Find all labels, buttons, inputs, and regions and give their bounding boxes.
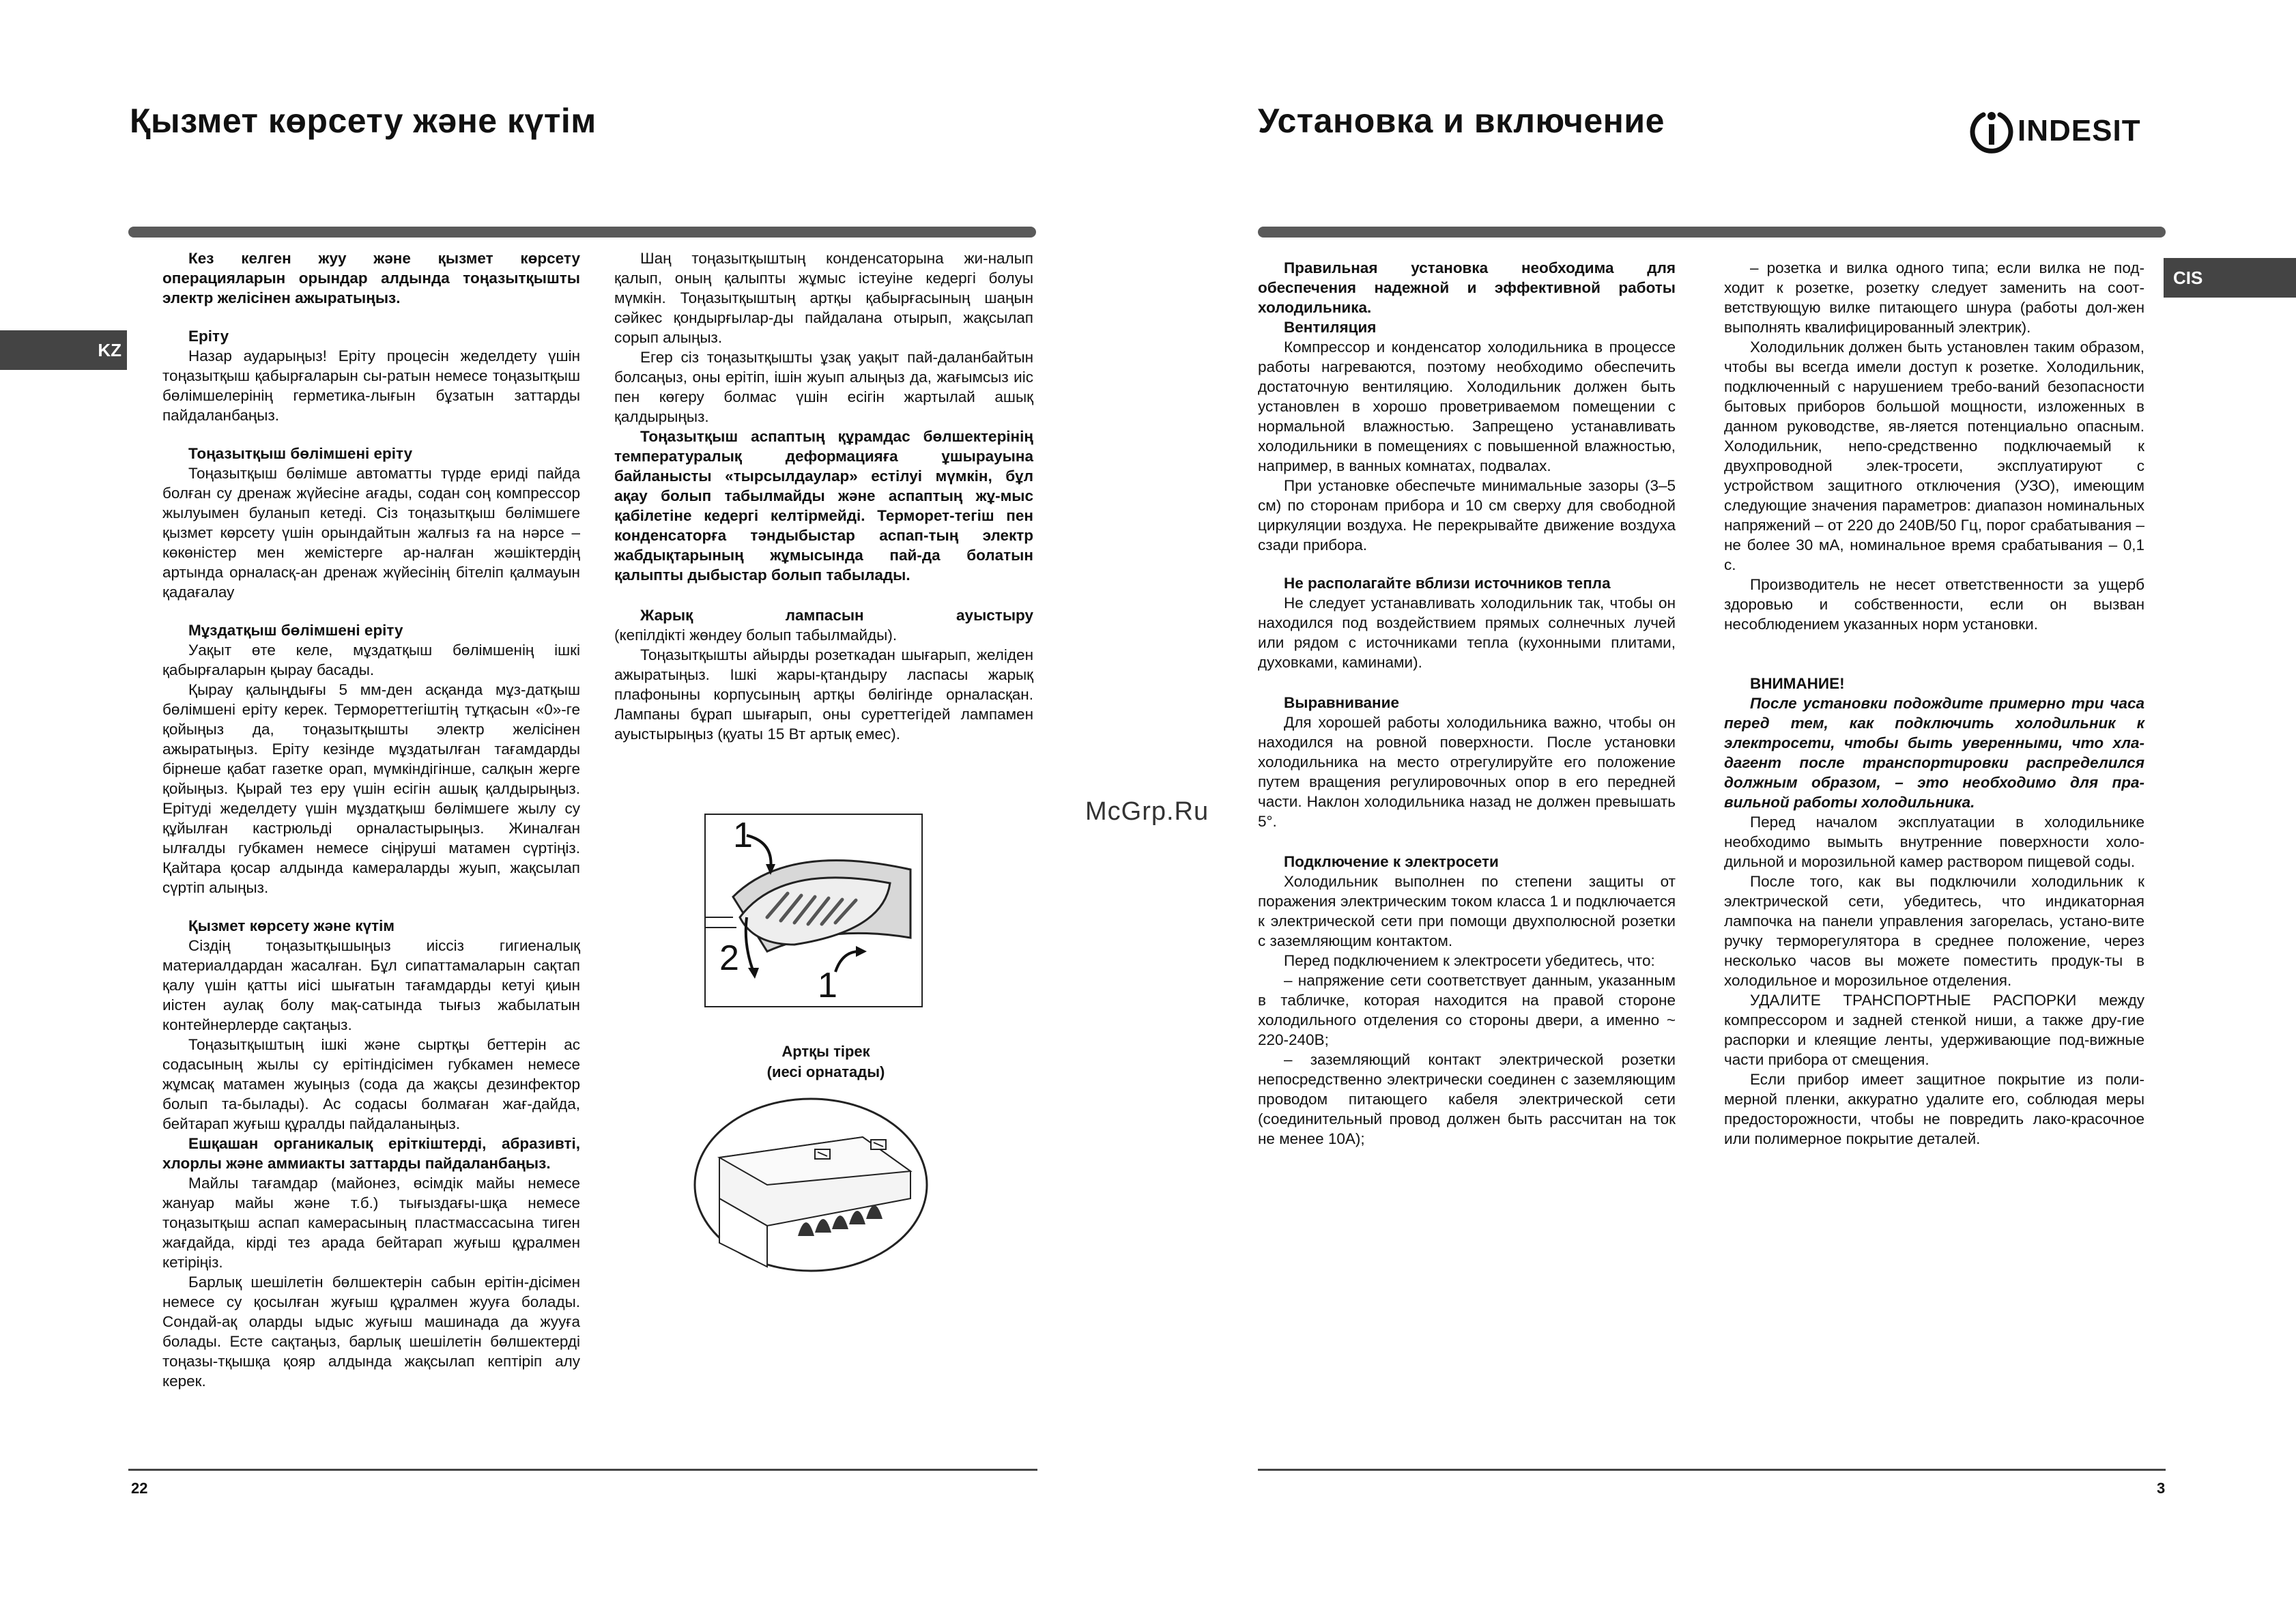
paragraph: После того, как вы подключили холодильник к электрической сети, убедитесь, что индикаторная лампочка на панели управления загорелась, устано-вите ручку терморегулятора в среднее положение, через несколько часов вы можете поместить продук-ты в холодильное и морозильное отделения. <box>1724 873 2144 989</box>
brand-logo <box>1970 106 2141 156</box>
paragraph: Если прибор имеет защитное покрытие из поли-мерной пленки, аккуратно удалите его, соблюдая меры предосторожности, чтобы не повредить лако-красочное или полимерное покрытие деталей. <box>1724 1071 2144 1147</box>
language-tab <box>2164 258 2296 298</box>
paragraph: Уақыт өте келе, мұздатқыш бөлімшенің ішкі қабырғаларын қырау басады. <box>162 642 580 678</box>
header-rule <box>1258 227 2166 238</box>
section-heading: Мұздатқыш бөлімшені еріту <box>188 622 403 639</box>
header-rule <box>128 227 1036 238</box>
watermark: McGrp.Ru <box>1085 797 1209 826</box>
language-tab-label: KZ <box>98 339 121 360</box>
figure-label: 1 <box>818 966 837 1005</box>
paragraph: Перед подключением к электросети убедитесь, что: <box>1284 952 1655 969</box>
paragraph: – заземляющий контакт электрической розетки непосредственно электрически соединен с заземляющим проводом питающего кабеля электрической сети (соединительный провод должен быть рассчитан на ток не менее 10А); <box>1258 1051 1676 1147</box>
footer-rule <box>128 1469 1037 1471</box>
paragraph: После установки подождите примерно три часа перед тем, как подключить холодильник к электросети, чтобы быть уверенными, что хла-дагент после транспортировки распределился должным образом, – это необходимо для пра-вильной работы холодильника. <box>1724 695 2144 811</box>
brand-name: INDESIT <box>2018 114 2141 147</box>
paragraph: Тоңазытқыш аспаптың құрамдас бөлшектерінің температуралық деформацияға ұшырауына байланысты «тырсылдаулар» естілуі мүмкін, бұл ақау болып табылмайды және аспаптың жұ-мыс қабілетіне кедергі келтірмейді. Термoрет-тегіш пен конденсаторға тәндыбыстар аспап-тың электр жабдықтарының жұмысында пай-да болатын қалыпты дыбыстар болып табылады. <box>614 428 1033 584</box>
paragraph: Тоңазытқыштың ішкі және сыртқы беттерін ас содасының жылы су ерітіндісімен губкамен немесе жұмсақ матамен жуыңыз (сода да жақсы дезинфектор болып та-былады). Ас содасы болмаған жағ-дайда, бейтарап жуғыш құралды пайдаланыңыз. <box>162 1036 580 1132</box>
figure-label: 1 <box>733 816 753 855</box>
paragraph: Не следует устанавливать холодильник так, чтобы он находился под воздействием прямых солнечных лучей или рядом с источниками тепла (кухонными плитами, духовками, каминами). <box>1258 594 1676 671</box>
language-tab-label: CIS <box>2173 267 2203 288</box>
paragraph: Для хорошей работы холодильника важно, чтобы он находился на ровной поверхности. После установки холодильника на место отрегулируйте его положение путем вращения регулировочных опор в его передней части. Наклон холодильника назад не должен превышать 5°. <box>1258 714 1676 830</box>
section-heading: Не располагайте вблизи источников тепла <box>1284 575 1611 592</box>
paragraph: Холодильник выполнен по степени защиты от поражения электрическим током класса 1 и подключается к электрической сети при помощи двухполюсной розетки с заземляющим контактом. <box>1258 873 1676 949</box>
paragraph: УДАЛИТЕ ТРАНСПОРТНЫЕ РАСПОРКИ между компрессором и задней стенкой ниши, а также дру-гие распорки и клеящие ленты, удерживающие под-вижные части прибора от смещения. <box>1724 992 2144 1068</box>
paragraph: Холодильник должен быть установлен таким образом, чтобы вы всегда имели доступ к розетке. Холодильник, подключенный с нарушением требо-ваний безопасности бытовых приборов большой мощности, изложенных в данном руководстве, яв-ляется потенциально опасным. Холодильник, непо-средственно подключаемый к двухпроводной элек-тросети, эксплуатируют с устройством защитного отключения (УЗО), имеющим следующие значения параметров: диапазон номинальных напряжений – от 220 до 240В/50 Гц, порог срабатывания – не более 30 мА, номинальное время срабатывания – 0,1 с. <box>1724 339 2144 573</box>
page-title: Установка и включение <box>1258 102 1665 140</box>
paragraph: Тоңазытқыш бөлімше автоматты түрде ериді пайда болған су дренаж жүйесіне ағады, содан соң компрессор жылуымен буланып кетеді. Сіз тоңазытқыш бөлімшеге қызмет көрсету үшін орындайтын жалғыз ға на нәрсе – көкөністер мен жемістерге ар-налған жәшіктердің артында орналасқ-ан дренаж жүйесінің бітеліп қалмауын қадағалау <box>162 465 580 601</box>
text-column <box>1724 258 2144 1149</box>
paragraph: Шаң тоңазытқыштың конденсаторына жи-налып қалып, оның қалыпты жұмыс істеуіне кедергі болуы мүмкін. Тоңазытқыштың артқы қабырғасының шаңын сәйкес қондырғылар-ды пайдалана отырып, жақсылап сорып алыңыз. <box>614 250 1033 346</box>
text-column <box>1258 258 1676 1149</box>
paragraph: Кез келген жуу және қызмет көрсету операцияларын орындар алдында тоңазытқышты электр желісінен ажыратыңыз. <box>162 250 580 306</box>
indesit-logo-icon <box>1970 106 2013 156</box>
section-heading: Вентиляция <box>1284 319 1377 336</box>
paragraph: – напряжение сети соответствует данным, указанным в табличке, которая находится на правой стороне холодильного отделения со стороны двери, а именно ~ 220-240В; <box>1258 972 1676 1048</box>
rear-spacer-figure <box>692 1096 930 1274</box>
caption-line: Артқы тірек <box>781 1043 870 1060</box>
paragraph: Сіздің тоңазытқышыңыз иіссіз гигиеналық материалдардан жасалған. Бұл сипаттамаларын сақтап қалу үшін қатты иісі шығатын тағамдарды кетуі қиын иістен аулақ болу мақ-сатында тығыз жабылатын контейнерлерде сақтаңыз. <box>162 937 580 1033</box>
page-title: Қызмет көрсету және күтім <box>130 102 597 140</box>
section-heading: Жарық лампасын ауыстыру <box>640 607 1033 624</box>
figure-label: 2 <box>719 938 739 978</box>
section-heading: Еріту <box>188 328 229 345</box>
language-tab <box>0 330 127 370</box>
paragraph: (кепілдікті жөндеу болып табылмайды). <box>614 627 898 644</box>
section-heading: Подключение к электросети <box>1284 853 1499 870</box>
page-number: 22 <box>131 1480 148 1497</box>
section-heading: Тоңазытқыш бөлімшені еріту <box>188 445 413 462</box>
section-heading: Выравнивание <box>1284 694 1399 711</box>
text-column <box>614 248 1033 744</box>
paragraph: Егер сіз тоңазытқышты ұзақ уақыт пай-даланбайтын болсаңыз, оны ерітіп, ішін жуып алыңыз да, жағымсыз иіс пен көгеру болмас үшін есігін жартылай ашық қалдырыңыз. <box>614 349 1033 425</box>
figure-caption <box>704 1042 947 1082</box>
paragraph: Тоңазытқышты айырды розеткадан шығарып, желіден ажыратыңыз. Ішкі жары-қтандыру ласпасы жарық плафоныны корпусының артқы бөлігінде орналасқан. Лампаны бұрап шығарып, оны суреттегідей лампамен ауыстырыңыз (қуаты 15 Вт артық емес). <box>614 646 1033 743</box>
section-heading: ВНИМАНИЕ! <box>1750 675 1845 692</box>
spacer-illustration <box>692 1096 930 1274</box>
page-number: 3 <box>2157 1480 2166 1497</box>
text-column <box>162 248 580 1391</box>
paragraph: Қырау қалыңдығы 5 мм-ден асқанда мұз-датқыш бөлімшені еріту керек. Термореттегіштің тұтқасын «0»-ге қойыңыз да, тоңазытқышты электр желісінен ажыратыңыз. Еріту кезінде мұздатылған тағамдарды бірнеше қабат газетке орап, мүмкіндігінше, салқын жерге қойыңыз. Қырай тез еру үшін есігін ашық қалдырыңыз. Ерітуді жеделдету үшін мұздатқыш бөлімшеге жылу су құйылған кастрюльді орналастырыңыз. Жиналған ылғалды губкамен немесе сіңіруші матамен сүртіңіз. Қайтара қосар алдында камераларды жуып, жақсылап сүртіп алыңыз. <box>162 681 580 896</box>
paragraph: Майлы тағамдар (майонез, өсімдік майы немесе жануар майы және т.б.) тығыздағы-шқа немесе тоңазытқыш аспап камерасының пластмассасына тиген жағдайда, кірді тез арада бейтарап жуғыш құралмен кетіріңіз. <box>162 1175 580 1271</box>
footer-rule <box>1258 1469 2166 1471</box>
paragraph: Компрессор и конденсатор холодильника в процессе работы нагреваются, поэтому необходимо обеспечить достаточную вентиляцию. Холодильник должен быть установлен в хорошо проветриваемом помещении с нормальной влажностью. Запрещено устанавливать холодильники в помещениях с повышенной влажностью, например, в ванных комнатах, подвалах. <box>1258 339 1676 474</box>
paragraph: Барлық шешілетін бөлшектерін сабын ерітін-дісімен немесе су қосылған жуғыш құралмен жууға болады. Сондай-ақ оларды ыдыс жуғыш машинада да жууға болады. Есте сақтаңыз, барлық шешілетін бөлшектерді тоңазы-тқышқа қояр алдында жақсылап кептіріп алу керек. <box>162 1274 580 1390</box>
section-heading: Қызмет көрсету және күтім <box>188 917 395 934</box>
paragraph: Перед началом эксплуатации в холодильнике необходимо вымыть внутренние поверхности холо-дильной и морозильной камер раствором пищевой соды. <box>1724 814 2144 870</box>
lamp-replacement-figure <box>704 814 923 1007</box>
paragraph: При установке обеспечьте минимальные зазоры (3–5 см) по сторонам прибора и 10 см сверху для свободной циркуляции воздуха. Не перекрывайте движение воздуха сзади прибора. <box>1258 477 1676 554</box>
paragraph: Правильная установка необходима для обеспечения надежной и эффективной работы холодильника. <box>1258 259 1676 316</box>
caption-line: (иесі орнатады) <box>766 1063 885 1080</box>
paragraph: Назар аударыңыз! Еріту процесін жеделдету үшін тоңазытқыш қабырғаларын сы-ратын немесе тоңазытқыш бөлімшелерінің герметика-лығын бұзатын заттарды пайдаланбаңыз. <box>162 347 580 424</box>
paragraph: – розетка и вилка одного типа; если вилка не под-ходит к розетке, розетку следует заменить на соот-ветствующую вилке питающего шнура (работы дол-жен выполнять квалифицированный электрик). <box>1724 259 2144 336</box>
paragraph: Ешқашан органикалық еріткіштерді, абразивті, хлорлы және аммиакты заттарды пайдаланбаңыз. <box>162 1135 580 1172</box>
paragraph: Производитель не несет ответственности за ущерб здоровью и собственности, если он вызван несоблюдением указанных норм установки. <box>1724 576 2144 633</box>
